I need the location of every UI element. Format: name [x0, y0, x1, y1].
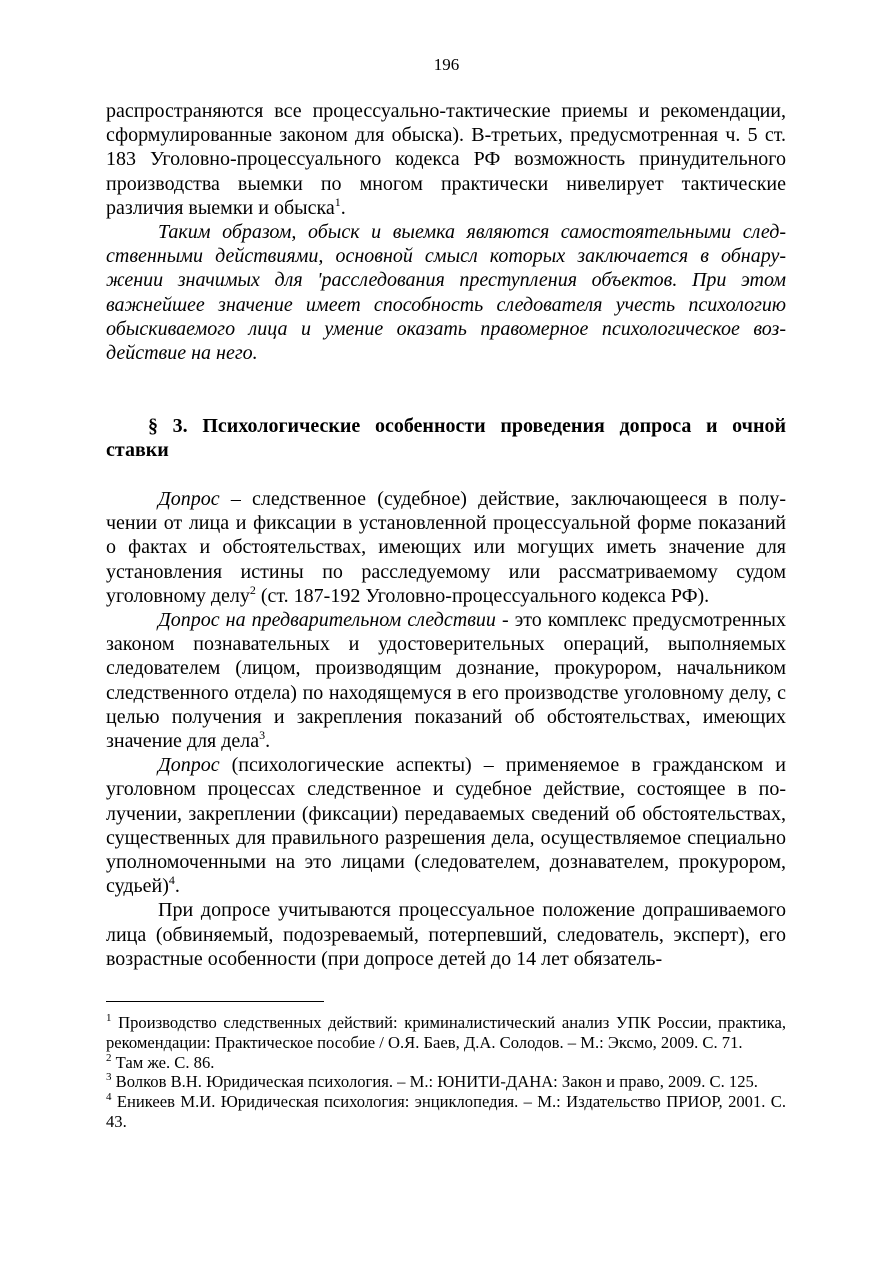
footnote-text: Волков В.Н. Юридическая психология. – М.: ЮНИТИ-ДАНА: Закон и право, 2009. С. 125.	[111, 1072, 758, 1092]
paragraph-end: .	[265, 730, 271, 753]
footnote-ref: 1	[334, 194, 341, 209]
paragraph-end: .	[174, 875, 180, 898]
paragraph-text: - это комплекс предусмотренных законом познавательных и удостоверительных операций, выполняемых следователем (лицом, производящим дознание, прокурором, начальником следственного отдела) по находящемуся в его производстве уголовному делу, с целью получения и закрепления показаний об обстоятельствах, имеющих значение для дела	[106, 609, 786, 753]
paragraph-end: .	[340, 196, 346, 219]
footnote-number: 2	[106, 1051, 112, 1064]
main-text-block	[106, 487, 786, 971]
footnote-3	[106, 1072, 786, 1092]
top-text-block	[106, 99, 786, 365]
footnote-1	[106, 1013, 786, 1053]
paragraph-text: распространяются все процессуально-тактические приемы и рекомендации, сформулированные законом для обыска). В-третьих, предусмотренная ч. 5 ст. 183 Уголовно-процессуального кодекса РФ возможность принудительного производства выемки по многом практически нивелирует тактические различия выемки и обыска	[106, 100, 786, 219]
footnotes	[106, 1013, 786, 1132]
footnote-text: Там же. С. 86.	[111, 1052, 215, 1072]
term: Допрос	[158, 754, 220, 777]
footnote-text: Производство следственных действий: криминалистический анализ УПК России, практика, рекомендации: Практическое пособие / О.Я. Баев, Д.А. Солодов. – М.: Эксмо, 2009. С. 71.	[106, 1013, 786, 1052]
paragraph-interrogation: При допросе учитываются процессуальное положение допрашиваемого лица (обвиняемый, подозреваемый, потерпевший, следователь, эксперт), его возрастные особенности (при допросе детей до 14 лет обязатель-	[106, 899, 786, 970]
paragraph-definition-1	[106, 487, 786, 608]
footnote-number: 1	[106, 1012, 112, 1024]
footnote-4	[106, 1092, 786, 1132]
paragraph-text: (психологические аспекты) – применяемое в гражданском и уголовном процессах следственное и судебное действие, состоящее в получении, закреплении (фиксации) передаваемых сведений об обстоятельствах, существенных для правильного разрешения дела, осуществляемое специально уполномоченными на это лицами (следователем, дознавателем, прокурором, судьей)	[106, 754, 786, 898]
paragraph-end: (ст. 187-192 Уголовно-процессуального кодекса РФ).	[255, 584, 710, 607]
footnote-ref: 4	[168, 873, 175, 888]
footnote-ref: 2	[249, 582, 256, 597]
footnote-divider	[106, 1001, 324, 1002]
footnote-ref: 3	[259, 728, 266, 743]
paragraph-conclusion: Таким образом, обыск и выемка являются самостоятельными следственными действиями, основной смысл которых заключается в обнаружении значимых для 'расследования преступления объектов. При этом важнейшее значение имеет способность следователя учесть психологию обыскиваемого лица и умение оказать правомерное психологическое воздействие на него.	[106, 221, 786, 365]
term: Допрос на предварительном следствии	[158, 609, 496, 632]
page-number: 196	[433, 55, 460, 74]
paragraph-definition-3	[106, 753, 786, 898]
paragraph-continuation	[106, 99, 786, 220]
footnote-number: 4	[106, 1091, 112, 1104]
footnote-2	[106, 1053, 786, 1073]
footnote-text: Еникеев М.И. Юридическая психология: энциклопедия. – М.: Издательство ПРИОР, 2001. С. 43.	[106, 1092, 786, 1131]
section-heading: § 3. Психологические особенности проведения допроса и очной ставки	[106, 415, 786, 461]
paragraph-definition-2	[106, 608, 786, 753]
paragraph-text: – следственное (судебное) действие, заключающееся в получении от лица и фиксации в установленной процессуальной форме показаний о фактах и обстоятельствах, имеющих или могущих иметь значение для установления истины по расследуемому или рассматриваемому судом уголовному делу	[106, 488, 786, 607]
footnote-number: 3	[106, 1071, 112, 1084]
term: Допрос	[158, 488, 220, 510]
